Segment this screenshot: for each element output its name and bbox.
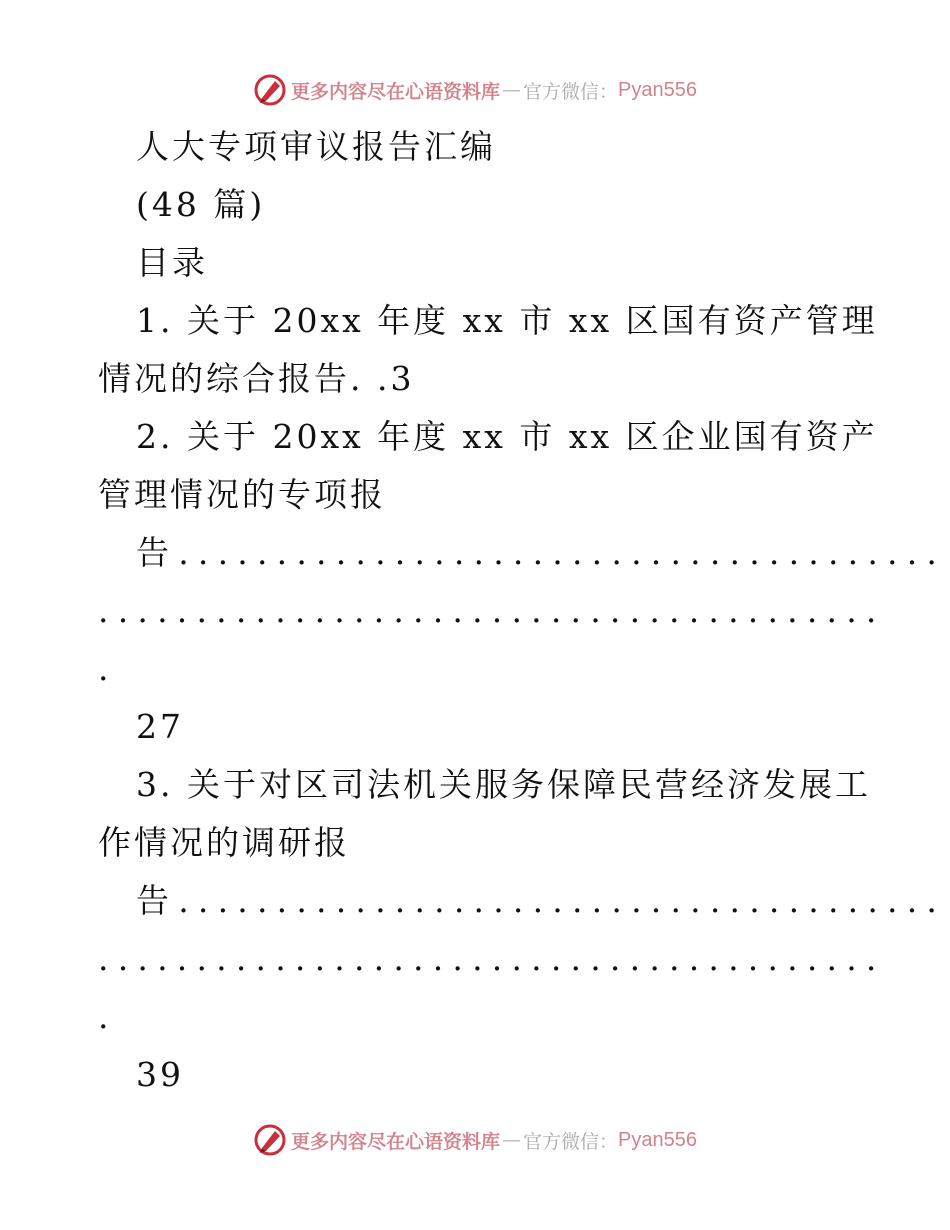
toc-entry-2-line1: 2. 关于 20xx 年度 xx 市 xx 区企业国有资产 bbox=[136, 417, 878, 456]
toc-entry-1-line1: 1. 关于 20xx 年度 xx 市 xx 区国有资产管理 bbox=[136, 301, 878, 340]
document-title: 人大专项审议报告汇编 bbox=[136, 127, 496, 166]
pen-logo-icon bbox=[253, 73, 287, 107]
toc-entry-3-line1: 3. 关于对区司法机关服务保障民营经济发展工 bbox=[136, 765, 871, 804]
watermark-brand: 更多内容尽在心语资料库 bbox=[291, 80, 501, 103]
toc-entry-3-page: 39 bbox=[136, 1055, 184, 1094]
watermark-label: 官方微信： bbox=[523, 80, 619, 103]
toc-entry-1-line2: 情况的综合报告. .3 bbox=[98, 359, 415, 398]
watermark-footer bbox=[0, 1120, 950, 1160]
toc-entry-2-leader-3: . bbox=[98, 649, 112, 688]
toc-entry-3-leader-1: 告....................................... bbox=[136, 881, 947, 920]
toc-entry-3-leader-3: . bbox=[98, 997, 112, 1036]
watermark-dash: — bbox=[502, 1129, 522, 1151]
watermark-header bbox=[0, 70, 950, 110]
toc-entry-3-leader-2: ........................................ bbox=[98, 939, 886, 978]
watermark-wechat-id: Pyan556 bbox=[618, 78, 697, 101]
pen-logo-icon bbox=[253, 1123, 287, 1157]
watermark-brand: 更多内容尽在心语资料库 bbox=[291, 1130, 501, 1153]
toc-entry-2-leader-2: ........................................ bbox=[98, 591, 886, 630]
document-body bbox=[98, 118, 947, 1104]
toc-entry-2-page: 27 bbox=[136, 707, 184, 746]
watermark-wechat-id: Pyan556 bbox=[618, 1128, 697, 1151]
toc-entry-2-line2: 管理情况的专项报 bbox=[98, 475, 386, 514]
document-count: (48 篇) bbox=[136, 185, 266, 224]
toc-entry-2-leader-1: 告....................................... bbox=[136, 533, 947, 572]
watermark-dash: — bbox=[502, 79, 522, 101]
watermark-label: 官方微信： bbox=[523, 1130, 619, 1153]
toc-entry-3-line2: 作情况的调研报 bbox=[98, 823, 350, 862]
toc-heading: 目录 bbox=[136, 243, 208, 282]
